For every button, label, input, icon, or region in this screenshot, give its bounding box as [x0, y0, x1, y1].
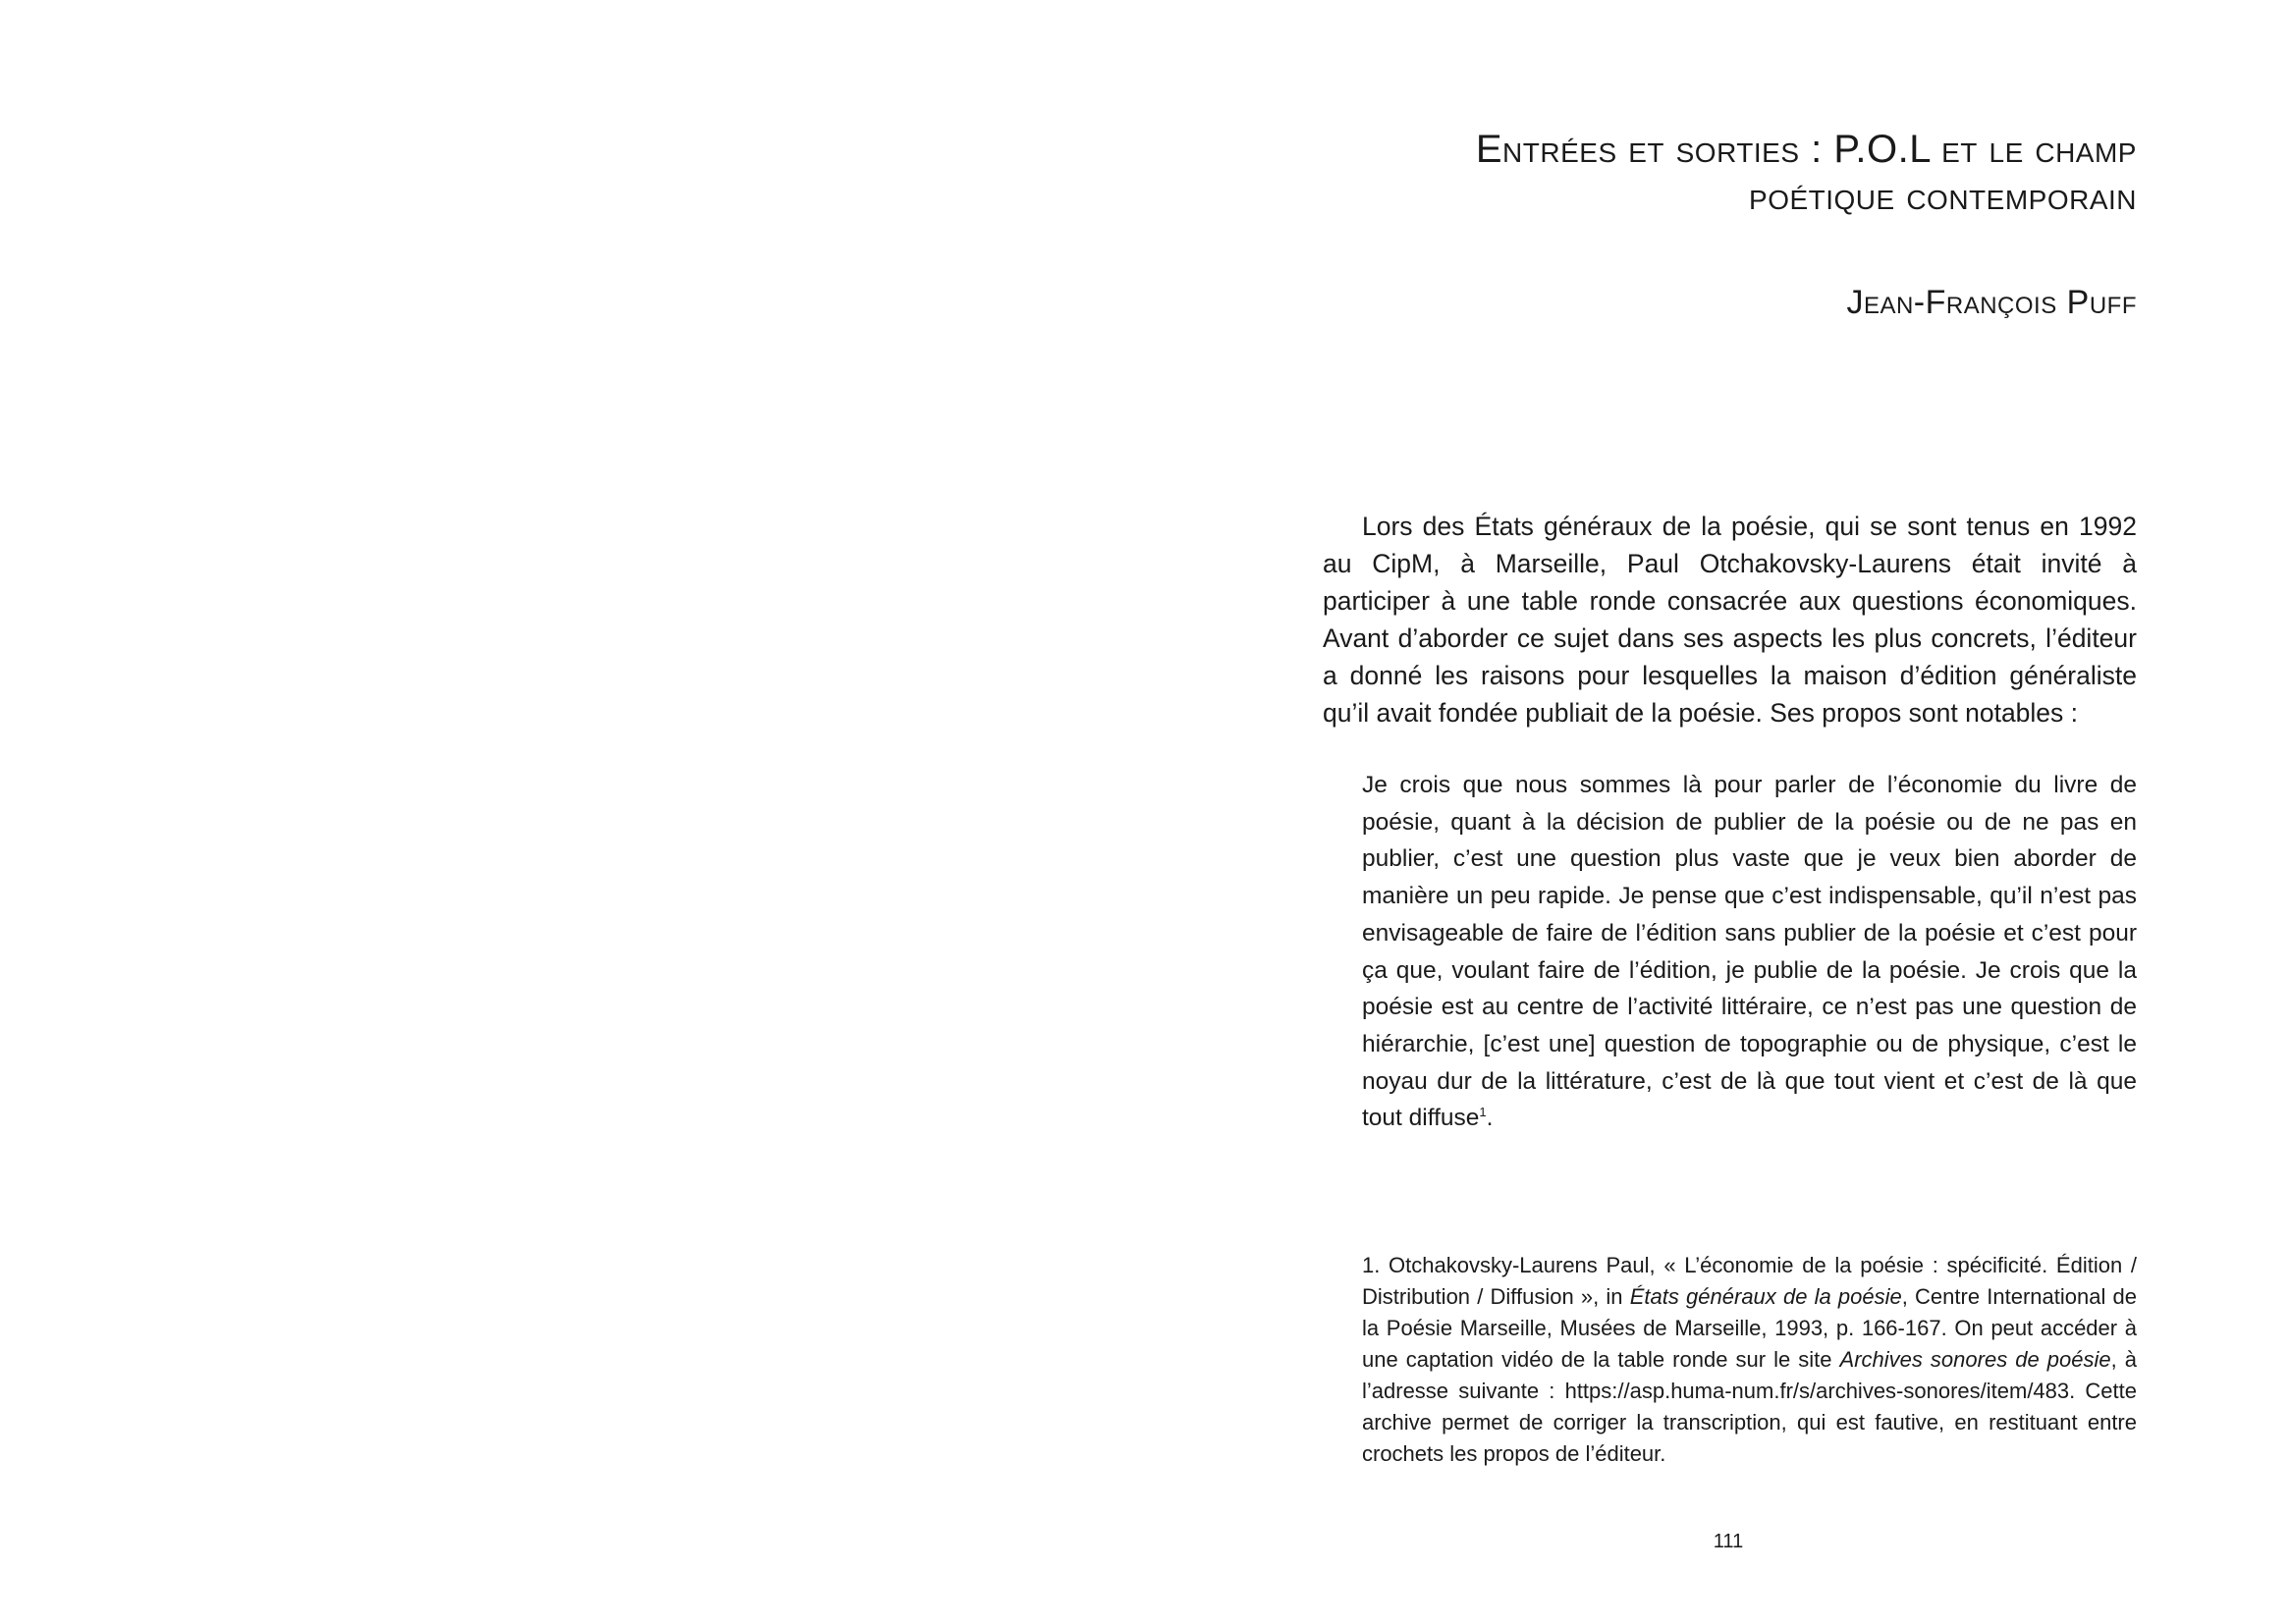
quote-end-punctuation: .: [1486, 1105, 1494, 1132]
left-blank-page: [0, 0, 1144, 1624]
footnote-italic-title-1: États généraux de la poésie: [1629, 1284, 1902, 1309]
footnote-text-1: 1. Otchakovsky-Laurens Paul, « L’économie de la poésie : spécificité. Édition / Distribution / Diffusion », in: [1362, 1253, 2137, 1309]
footnote-reference[interactable]: 1: [1479, 1105, 1487, 1120]
footnote: [1362, 1250, 2137, 1470]
page-number: 111: [1713, 1531, 1744, 1552]
footnote-text-2: , Centre International de la Poésie Marseille, Musées de Marseille, 1993, p. 166-167. On peut accéder à une captation vidéo de la table ronde sur le site: [1362, 1284, 2137, 1372]
article-title-line-2: poétique contemporain: [1749, 175, 2137, 218]
block-quote: [1362, 767, 2137, 1137]
footnote-text-3: , à l’adresse suivante : https://asp.huma-num.fr/s/archives-sonores/item/483. Cette archive permet de corriger la transcription, qui est fautive, en restituant entre crochets les propos de l’éditeur.: [1362, 1347, 2137, 1466]
article-title-line-1: Entrées et sorties : P.O.L et le champ: [1475, 128, 2137, 171]
article-author: Jean-François Puff: [1846, 284, 2137, 321]
intro-paragraph: Lors des États généraux de la poésie, qui se sont tenus en 1992 au CipM, à Marseille, Paul Otchakovsky-Laurens était invité à participer à une table ronde consacrée aux questions économiques. Avant d’aborder ce sujet dans ses aspects les plus concrets, l’éditeur a donné les raisons pour lesquelles la maison d’édition généraliste qu’il avait fondée publiait de la poésie. Ses propos sont notables :: [1323, 512, 2137, 728]
quote-text: Je crois que nous sommes là pour parler de l’économie du livre de poésie, quant à la décision de publier de la poésie ou de ne pas en publier, c’est une question plus vaste que je veux bien aborder de manière un peu rapide. Je pense que c’est indispensable, qu’il n’est pas envisageable de faire de l’édition sans publier de la poésie et c’est pour ça que, voulant faire de l’édition, je publie de la poésie. Je crois que la poésie est au centre de l’activité littéraire, ce n’est pas une question de hiérarchie, [c’est une] question de topographie ou de physique, c’est le noyau dur de la littérature, c’est de là que tout vient et c’est de là que tout diffuse: [1362, 772, 2137, 1132]
article-title: [1277, 126, 2137, 220]
footnote-italic-title-2: Archives sonores de poésie: [1839, 1347, 2111, 1372]
